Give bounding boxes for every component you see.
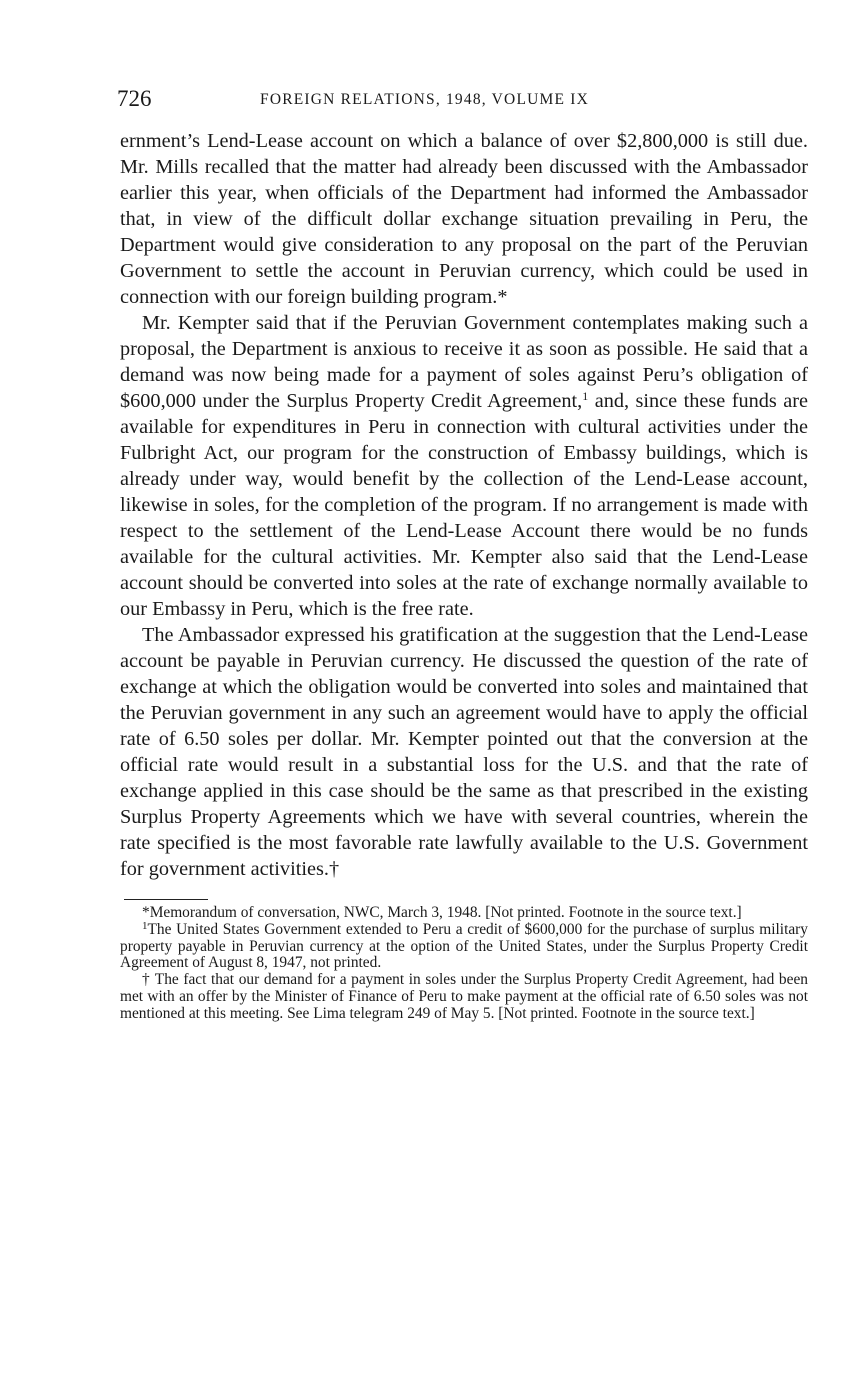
paragraph-kempter-part-2: and, since these funds are available for expenditures in Peru in connection with cultural activities under the Fulbright Act, our program for the construction of Embassy buildings, which is already under way, would benefit by the collection of the Lend-Lease account, likewise in soles, for the completion of the program. If no arrangement is made with respect to the settlement of the Lend-Lease Account there would be no funds available for the cultural activities. Mr. Kempter also said that the Lend-Lease account should be converted into soles at the rate of exchange normally available to our Embassy in Peru, which is the free rate. bbox=[120, 390, 808, 620]
paragraph-kempter bbox=[120, 310, 808, 622]
running-header bbox=[117, 84, 808, 114]
paragraph-ambassador: The Ambassador expressed his gratification at the suggestion that the Lend-Lease account be payable in Peruvian currency. He discussed the question of the rate of exchange at which the obligation would be converted into soles and maintained that the Peruvian government in any such an agreement would have to apply the official rate of 6.50 soles per dollar. Mr. Kempter pointed out that the conversion at the official rate would result in a substantial loss for the U.S. and that the rate of exchange applied in this case should be the same as that prescribed in the existing Surplus Property Agreements which we have with several countries, wherein the rate specified is the most favorable rate lawfully available to the U.S. Government for government activities.† bbox=[120, 624, 808, 880]
body-text bbox=[120, 128, 808, 882]
page-number: 726 bbox=[117, 86, 152, 111]
footnote-reference-1: 1 bbox=[582, 389, 589, 403]
paragraph-continued: ernment’s Lend-Lease account on which a balance of over $2,800,000 is still due. Mr. Mills recalled that the matter had already been discussed with the Ambassador earlier this year, when officials of the Department had informed the Ambassador that, in view of the difficult dollar exchange situation prevailing in Peru, the Department would give consideration to any proposal on the part of the Peruvian Government to settle the account in Peruvian currency, which could be used in connection with our foreign building program.* bbox=[120, 130, 808, 308]
footnote-1 bbox=[120, 919, 808, 972]
paragraph-kempter-part-1: Mr. Kempter said that if the Peruvian Government contemplates making such a proposal, the Department is anxious to receive it as soon as possible. He said that a demand was now being made for a payment of soles against Peru’s obligation of $600,000 under the Surplus Property Credit Agreement, bbox=[120, 312, 808, 412]
running-head-title: FOREIGN RELATIONS, 1948, VOLUME IX bbox=[260, 91, 589, 108]
document-page bbox=[117, 84, 808, 1023]
footnote-dagger: † The fact that our demand for a payment in soles under the Surplus Property Credit Agreement, had been met with an offer by the Minister of Finance of Peru to make payment at the official rate of 6.50 soles was not mentioned at this meeting. See Lima telegram 249 of May 5. [Not printed. Footnote in the source text.] bbox=[120, 971, 808, 1022]
footnotes bbox=[120, 905, 808, 1023]
footnote-divider bbox=[124, 899, 208, 900]
footnote-1-text: The United States Government extended to Peru a credit of $600,000 for the purchase of surplus military property payable in Peruvian currency at the option of the United States, under the Surplus Property Credit Agreement of August 8, 1947, not printed. bbox=[120, 920, 808, 972]
footnote-1-marker: 1 bbox=[142, 919, 148, 932]
footnote-asterisk: *Memorandum of conversation, NWC, March 3, 1948. [Not printed. Footnote in the source text.] bbox=[142, 904, 742, 921]
